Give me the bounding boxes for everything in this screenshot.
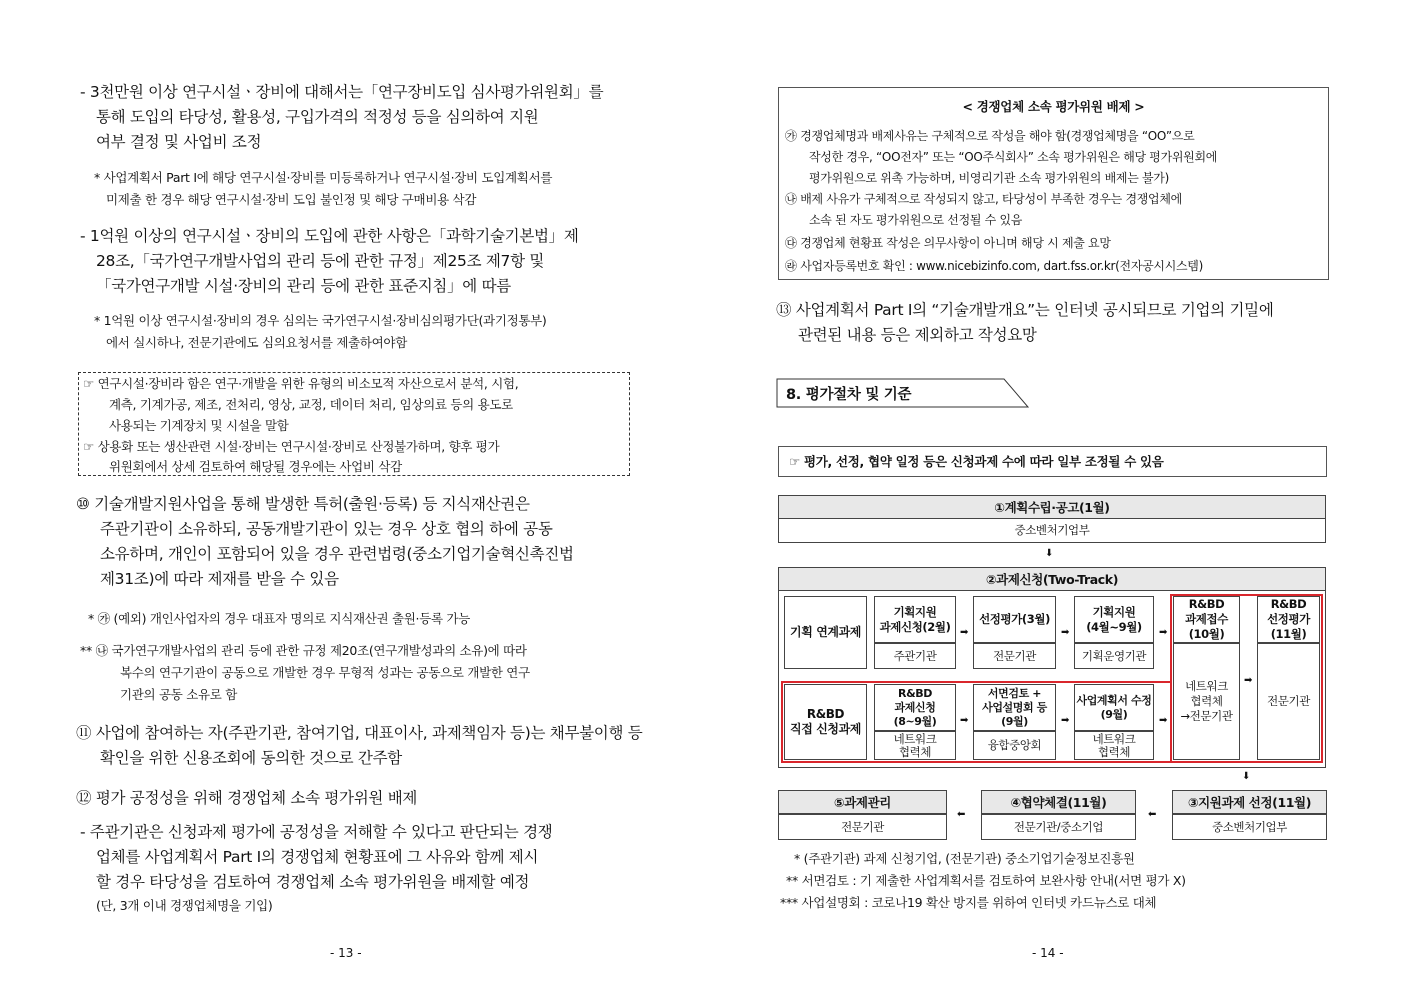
row1-planning-support-agency: 기획운영기관 <box>1074 643 1154 669</box>
item-13-overview-disclosure <box>776 298 1336 348</box>
text-line: 계측, 기계가공, 제조, 전처리, 영상, 교정, 데이터 처리, 임상의료 등의 용도로 <box>109 397 513 412</box>
right-arrow-icon: ➡ <box>1061 715 1070 726</box>
row2-rnd-apply-agency: 네트워크 협력체 <box>874 731 956 760</box>
rnd-select-agency: 전문기관 <box>1257 643 1320 760</box>
text-line: ㉰ 경쟁업체 현황표 작성은 의무사항이 아니며 해당 시 제출 요망 <box>785 236 1111 250</box>
text-line: 할 경우 타당성을 검토하여 경쟁업체 소속 평가위원을 배제할 예정 <box>96 873 530 891</box>
text-line: 평가위원으로 위촉 가능하며, 비영리기관 소속 평가위원의 배제는 불가) <box>809 171 1169 185</box>
text-line: * 1억원 이상 연구시설·장비의 경우 심의는 국가연구시설·장비심의평가단(과기정통부) <box>94 313 547 328</box>
right-arrow-icon: ➡ <box>1159 627 1168 638</box>
step-3-title: ③지원과제 선정(11월) <box>1172 790 1327 814</box>
text-line: ⑩ 기술개발지원사업을 통해 발생한 특허(출원·등록) 등 지식재산권은 <box>76 495 530 513</box>
flowchart-footnotes <box>780 848 1340 914</box>
row1-selection-eval-agency: 전문기관 <box>973 643 1056 669</box>
item-12-fairness <box>76 786 636 811</box>
paragraph-equipment-30m <box>80 80 635 155</box>
text-line: 기관의 공동 소유로 함 <box>120 687 237 702</box>
step-4-agency: 전문기관/중소기업 <box>981 814 1136 840</box>
row2-rnd-apply: R&BD 과제신청 (8~9월) <box>874 684 956 731</box>
row1-selection-eval: 선정평가(3월) <box>973 596 1056 643</box>
text-line: 소유하며, 개인이 포함되어 있을 경우 관련법령(중소기업기술혁신촉진법 <box>100 545 574 563</box>
row2-document-review: 서면검토 + 사업설명회 등 (9월) <box>973 684 1056 731</box>
text-line: ⑫ 평가 공정성을 위해 경쟁업체 소속 평가위원 배제 <box>76 789 418 807</box>
text-line: 업체를 사업계획서 Part I의 경쟁업체 현황표에 그 사유와 함께 제시 <box>96 848 539 866</box>
text-line: 미제출 한 경우 해당 연구시설·장비 도입 불인정 및 해당 구매비용 삭감 <box>106 192 477 207</box>
text-line: ⑪ 사업에 참여하는 자(주관기관, 참여기업, 대표이사, 과제책임자 등)는 채무불이행 등 <box>76 724 643 742</box>
right-arrow-icon: ➡ <box>1159 715 1168 726</box>
text-line: 통해 도입의 타당성, 활용성, 구입가격의 적정성 등을 심의하여 지원 <box>96 108 539 126</box>
down-arrow-icon: ⬇ <box>1242 771 1251 782</box>
text-line: ㉯ 배제 사유가 구체적으로 작성되지 않고, 타당성이 부족한 경우는 경쟁업체에 <box>785 192 1182 206</box>
text-line: 「국가연구개발 시설·장비의 관리 등에 관한 표준지침」에 따름 <box>96 277 511 295</box>
row2-plan-revision: 사업계획서 수정 (9월) <box>1074 684 1154 731</box>
paragraph-competitor-exclusion <box>80 820 635 917</box>
page-number: - 14 - <box>1032 946 1064 960</box>
right-arrow-icon: ➡ <box>960 627 969 638</box>
text-line: 주관기관이 소유하되, 공동개발기관이 있는 경우 상호 협의 하에 공동 <box>100 520 553 538</box>
page-right <box>702 0 1403 992</box>
text-line: 28조,「국가연구개발사업의 관리 등에 관한 규정」제25조 제7항 및 <box>96 252 545 270</box>
footnote: ** 서면검토 : 기 제출한 사업계획서를 검토하여 보완사항 안내(서면 평가 X) <box>786 873 1186 888</box>
item-11-credit-check <box>76 721 643 771</box>
note-equipment-review <box>94 310 634 354</box>
page-left <box>0 0 700 992</box>
track-planning-label: 기획 연계과제 <box>784 596 867 669</box>
note-joint-ownership <box>80 640 635 706</box>
page-number: - 13 - <box>330 946 362 960</box>
row1-planning-apply: 기획지원 과제신청(2월) <box>874 596 956 643</box>
down-arrow-icon: ⬇ <box>1045 548 1054 559</box>
text-line: 여부 결정 및 사업비 조정 <box>96 133 262 151</box>
row2-document-review-agency: 융합중앙회 <box>973 731 1056 760</box>
footnote: * (주관기관) 과제 신청기업, (전문기관) 중소기업기술정보진흥원 <box>794 851 1135 866</box>
right-arrow-icon: ➡ <box>1244 675 1253 686</box>
footnote: *** 사업설명회 : 코로나19 확산 방지를 위하여 인터넷 카드뉴스로 대체 <box>780 895 1157 910</box>
text-line: - 1억원 이상의 연구시설ㆍ장비의 도입에 관한 사항은「과학기술기본법」제 <box>80 227 579 245</box>
text-line: 확인을 위한 신용조회에 동의한 것으로 간주함 <box>100 749 402 767</box>
rnd-receive: R&BD 과제접수 (10월) <box>1173 596 1240 643</box>
text-line: * ㉮ (예외) 개인사업자의 경우 대표자 명의로 지식재산권 출원·등록 가능 <box>88 611 470 626</box>
step-4-title: ④협약체결(11월) <box>981 790 1136 814</box>
left-arrow-icon: ⬅ <box>957 809 966 820</box>
note-equipment-registration <box>94 167 634 211</box>
left-arrow-icon: ⬅ <box>1148 809 1157 820</box>
text-line: ☞ 연구시설·장비라 함은 연구·개발을 위한 유형의 비소모적 자산으로서 분석, 시험, <box>83 376 519 391</box>
right-arrow-icon: ➡ <box>960 715 969 726</box>
step-1-agency: 중소벤처기업부 <box>778 518 1326 543</box>
note-ip-exception <box>88 608 633 630</box>
step-5-title: ⑤과제관리 <box>778 790 947 814</box>
right-arrow-icon: ➡ <box>1061 627 1070 638</box>
text-line: ⑬ 사업계획서 Part I의 “기술개발개요”는 인터넷 공시되므로 기업의 기밀에 <box>776 301 1274 319</box>
text-line: ** ㉯ 국가연구개발사업의 관리 등에 관한 규정 제20조(연구개발성과의 소유)에 따라 <box>80 643 527 658</box>
schedule-notice: ☞ 평가, 선정, 협약 일정 등은 신청과제 수에 따라 일부 조정될 수 있음 <box>778 446 1327 477</box>
competitor-exclusion-box <box>778 87 1329 280</box>
text-line: 복수의 연구기관이 공동으로 개발한 경우 무형적 성과는 공동으로 개발한 연구 <box>120 665 530 680</box>
text-line: ☞ 상용화 또는 생산관련 시설·장비는 연구시설·장비로 산정불가하며, 향후 평가 <box>83 439 500 454</box>
box-title: < 경쟁업체 소속 평가위원 배제 > <box>962 99 1145 114</box>
text-line: - 3천만원 이상 연구시설ㆍ장비에 대해서는「연구장비도입 심사평가위원회」를 <box>80 83 604 101</box>
text-line: 소속 된 자도 평가위원으로 선정될 수 있음 <box>809 213 1023 227</box>
text-line: 관련된 내용 등은 제외하고 작성요망 <box>798 326 1037 344</box>
text-line: (단, 3개 이내 경쟁업체명을 기입) <box>96 898 273 913</box>
step-2-title: ②과제신청(Two-Track) <box>778 567 1326 591</box>
direct-track-highlight-box <box>781 681 1172 763</box>
definition-box <box>78 372 630 476</box>
text-line: ㉱ 사업자등록번호 확인 : www.nicebizinfo.com, dart.fss.or.kr(전자공시시스템) <box>785 259 1203 273</box>
rnd-receive-agency: 네트워크 협력체 →전문기관 <box>1173 643 1240 760</box>
box-content <box>785 126 1325 277</box>
text-line: 작성한 경우, “OO전자” 또는 “OO주식회사” 소속 평가위원은 해당 평가위원회에 <box>809 150 1218 164</box>
text-line: 사용되는 기계장치 및 시설을 말함 <box>109 418 289 433</box>
track-direct-label: R&BD 직접 신청과제 <box>784 684 867 760</box>
rnd-highlight-box <box>1170 594 1323 763</box>
text-line: 위원회에서 상세 검토하여 해당될 경우에는 사업비 삭감 <box>109 459 402 474</box>
text-line: - 주관기관은 신청과제 평가에 공정성을 저해할 수 있다고 판단되는 경쟁 <box>80 823 553 841</box>
paragraph-equipment-100m <box>80 224 635 299</box>
rnd-select: R&BD 선정평가 (11월) <box>1257 596 1320 643</box>
section-title: 8. 평가절차 및 기준 <box>786 387 912 403</box>
step-1-title: ①계획수립·공고(1월) <box>778 495 1326 519</box>
text-line: ㉮ 경쟁업체명과 배제사유는 구체적으로 작성을 해야 함(경쟁업체명을 “OO”으로 <box>785 129 1195 143</box>
item-10-ip-ownership <box>76 492 636 592</box>
step-3-agency: 중소벤처기업부 <box>1172 814 1327 840</box>
row1-planning-apply-agency: 주관기관 <box>874 643 956 669</box>
row1-planning-support: 기획지원 (4월~9월) <box>1074 596 1154 643</box>
step-5-agency: 전문기관 <box>778 814 947 840</box>
text-line: * 사업계획서 Part I에 해당 연구시설·장비를 미등록하거나 연구시설·장비 도입계획서를 <box>94 170 553 185</box>
text-line: 에서 실시하나, 전문기관에도 심의요청서를 제출하여야함 <box>106 335 407 350</box>
text-line: 제31조)에 따라 제재를 받을 수 있음 <box>100 570 339 588</box>
row2-plan-revision-agency: 네트워크 협력체 <box>1074 731 1154 760</box>
